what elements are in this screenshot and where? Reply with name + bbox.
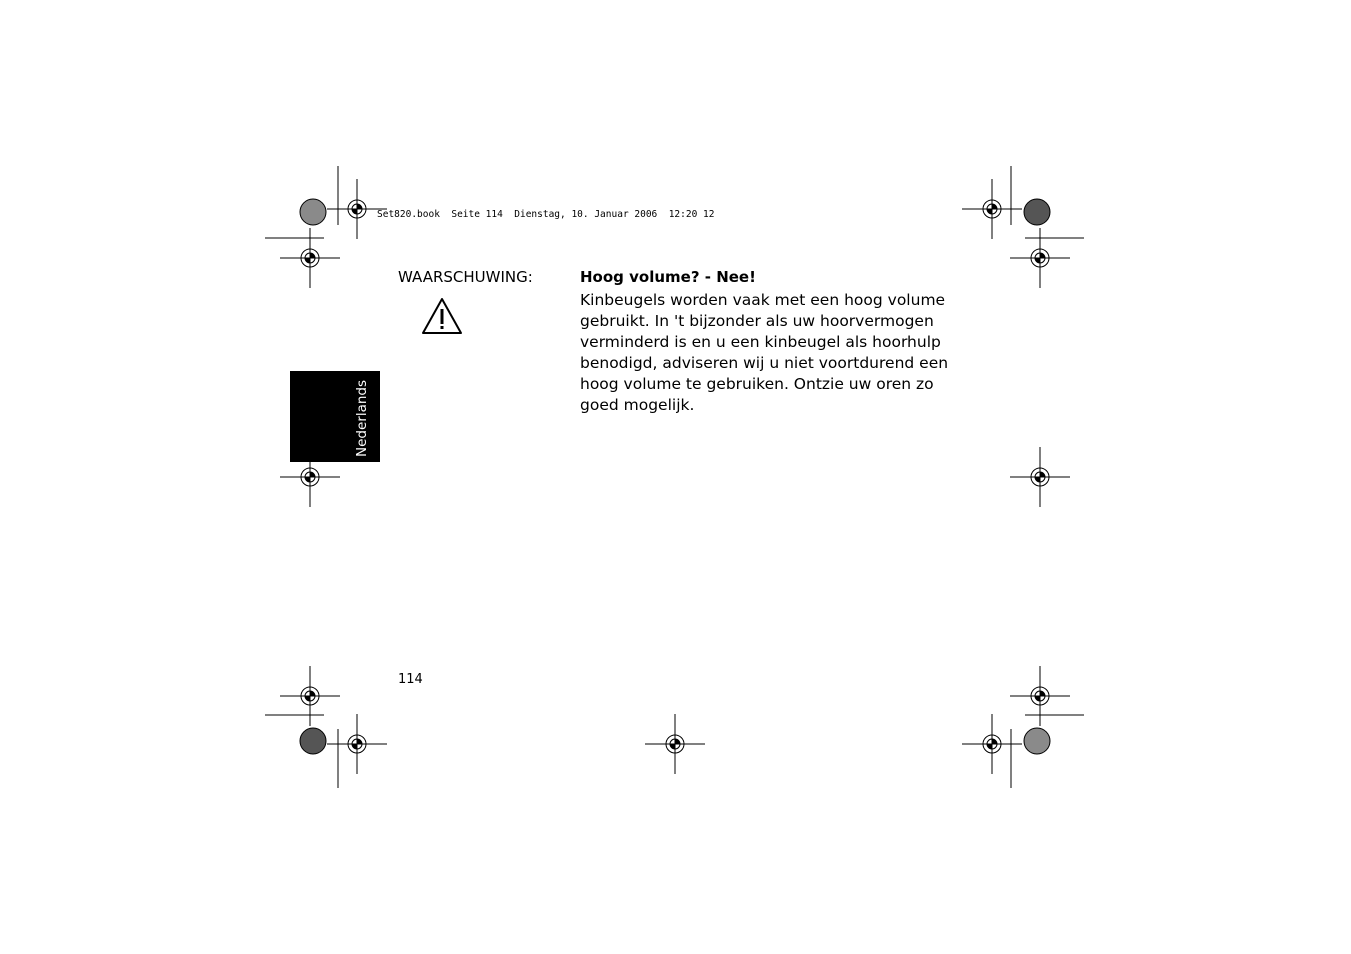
print-header-line: Set820.book Seite 114 Dienstag, 10. Januar 2006 12:20 12 bbox=[377, 209, 715, 220]
language-side-tab-label: Nederlands bbox=[354, 379, 370, 457]
warning-triangle-icon bbox=[420, 296, 464, 340]
page-number: 114 bbox=[398, 672, 423, 687]
warning-body-text: Kinbeugels worden vaak met een hoog volume gebruikt. In 't bijzonder als uw hoorvermogen verminderd is en u een kinbeugel als hoorhulp benodigd, adviseren wij u niet voortdurend een hoog volume te gebruiken. Ontzie uw oren zo goed mogelijk. bbox=[580, 291, 949, 414]
warning-label: WAARSCHUWING: bbox=[398, 268, 533, 286]
warning-title: Hoog volume? - Nee! bbox=[580, 268, 756, 286]
